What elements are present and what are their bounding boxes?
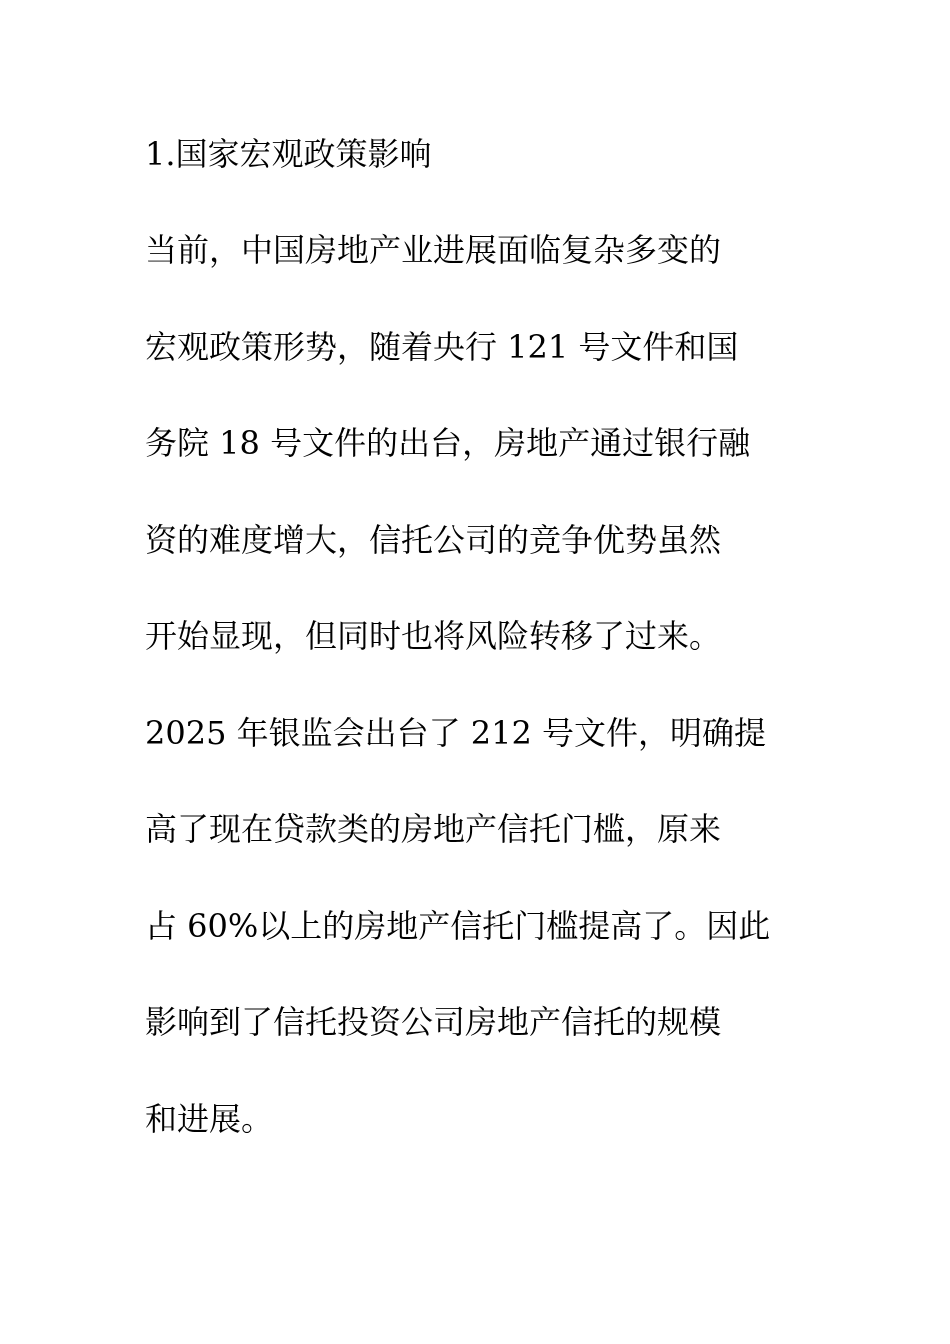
paragraph-line: 当前，中国房地产业进展面临复杂多变的 [145,231,722,269]
paragraph-line: 和进展。 [145,1099,274,1138]
paragraph-line: 务院 18 号文件的出台，房地产通过银行融 [145,424,751,462]
paragraph-line: 资的难度增大，信托公司的竞争优势虽然 [145,520,722,559]
section-heading: 1.国家宏观政策影响 [145,135,432,173]
paragraph [145,218,825,1183]
paragraph-line: 影响到了信托投资公司房地产信托的规模 [145,1003,722,1041]
paragraph-line: 宏观政策形势，随着央行 121 号文件和国 [145,327,739,366]
paragraph-line: 高了现在贷款类的房地产信托门槛，原来 [145,810,722,848]
paragraph-line: 占 60%以上的房地产信托门槛提高了。因此 [145,906,771,945]
paragraph-line: 开始显现，但同时也将风险转移了过来。 [145,617,722,655]
paragraph-line: 2025 年银监会出台了 212 号文件，明确提 [145,713,767,752]
